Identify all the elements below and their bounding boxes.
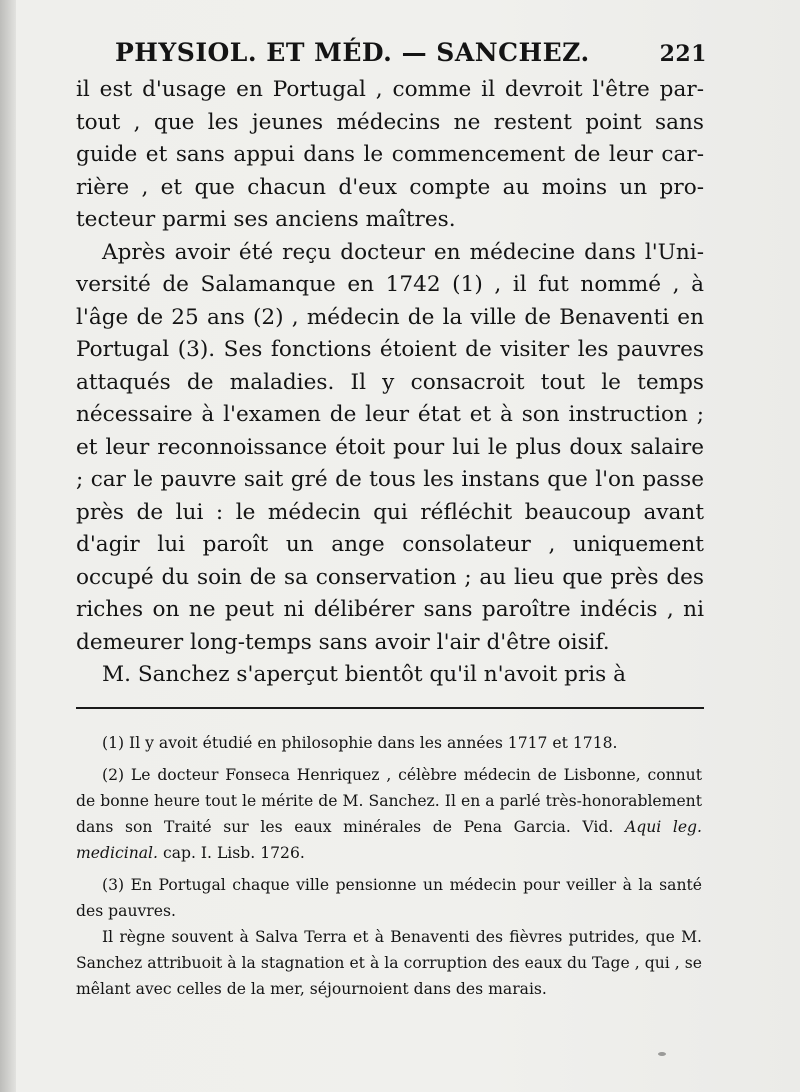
paragraph-continuation: il est d'usage en Portugal , comme il devroit l'être partout , que les jeunes médecins ne restent point sans guide et sans appui dans le commencement de leur carrière , et que chacun d'eux compte au moins un protecteur parmi ses anciens maîtres. <box>76 77 704 232</box>
footnote-2-citation: Aqui leg. medicinal. <box>76 818 702 862</box>
footnote-rule <box>76 707 704 709</box>
footnote-3-continuation: Il règne souvent à Salva Terra et à Benaventi des fièvres putrides, que M. Sanchez attribuoit à la stagnation et à la corruption des eaux du Tage , qui , se mêlant avec celles de la mer, séjournoient dans des marais. <box>76 928 702 998</box>
footnote-2-tail: cap. I. Lisb. 1726. <box>158 844 305 862</box>
footnote-1: (1) Il y avoit étudié en philosophie dans les années 1717 et 1718. <box>102 734 618 752</box>
footnote-2-text: (2) Le docteur Fonseca Henriquez , célèbre médecin de Lisbonne, connut de bonne heure tout le mérite de M. Sanchez. Il en a parlé très-honorablement dans son Traité sur les eaux minérales de Pena Garcia. Vid. <box>76 766 702 836</box>
page-number: 221 <box>659 41 707 67</box>
footnote-3: (3) En Portugal chaque ville pensionne un médecin pour veiller à la santé des pauvres. <box>76 876 702 920</box>
book-gutter-shadow <box>0 0 16 1092</box>
main-text <box>76 74 704 692</box>
running-header <box>115 38 707 74</box>
paragraph-next: M. Sanchez s'aperçut bientôt qu'il n'avoit pris à <box>102 662 627 687</box>
footnote-2 <box>76 762 702 866</box>
running-title: PHYSIOL. ET MÉD. — SANCHEZ. <box>115 38 590 67</box>
paragraph-career: Après avoir été reçu docteur en médecine dans l'Université de Salamanque en 1742 (1) , il fut nommé , à l'âge de 25 ans (2) , médecin de la ville de Benaventi en Portugal (3). Ses fonctions étoient de visiter les pauvres attaqués de maladies. Il y consacroit tout le temps nécessaire à l'examen de leur état et à son instruction ; et leur reconnoissance étoit pour lui le plus doux salaire ; car le pauvre sait gré de tous les instans que l'on passe près de lui : le médecin qui réfléchit beaucoup avant d'agir lui paroît un ange consolateur , uniquement occupé du soin de sa conservation ; au lieu que près des riches on ne peut ni délibérer sans paroître indécis , ni demeurer long-temps sans avoir l'air d'être oisif. <box>76 239 704 655</box>
footnotes <box>76 730 702 1008</box>
ink-smudge <box>658 1052 666 1056</box>
